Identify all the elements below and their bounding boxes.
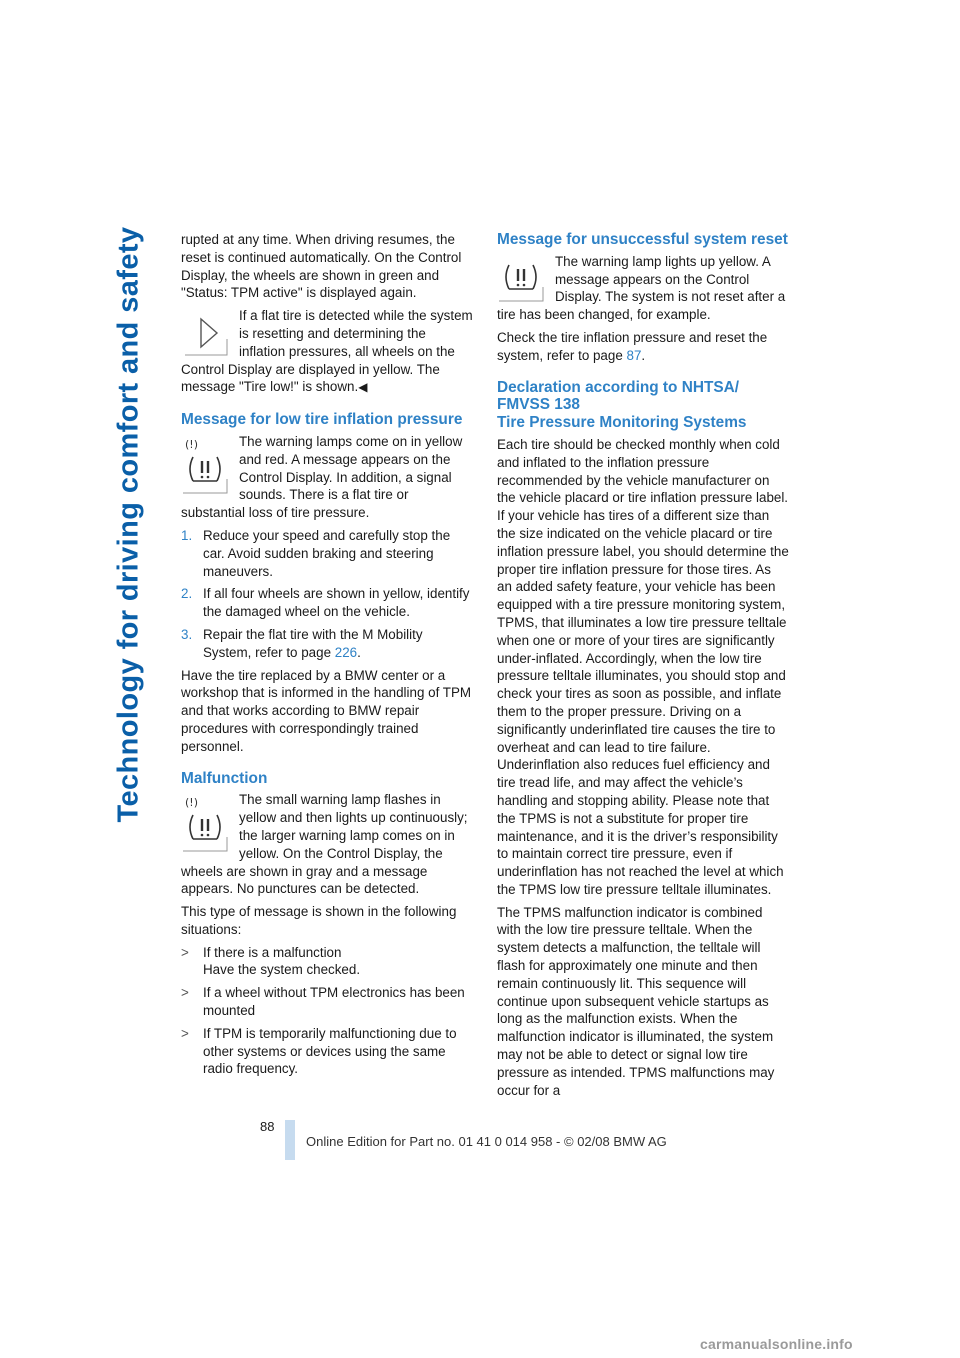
paragraph-check-pressure: Check the tire inflation pressure and reset the system, refer to page 87.	[497, 329, 768, 363]
left-column	[181, 231, 473, 1083]
tire-pressure-warning-icon	[497, 255, 545, 303]
note-text: If a flat tire is detected while the system is resetting and determining the inflation pressures, all wheels on the Control Display are displayed in yellow. The message "Tire low!" is shown.	[181, 308, 473, 395]
watermark: carmanualsonline.info	[700, 1336, 853, 1352]
paragraph-declaration-1: Each tire should be checked monthly when cold and inflated to the inflation pressure recommended by the vehicle manufacturer on the vehicle placard or tire inflation pressure label. If your vehicle has tires of a different size than the size indicated on the vehicle placard or tire inflation pressure label, you should determine the proper tire inflation pressure for those tires. As an added safety feature, your vehicle has been equipped with a tire pressure monitoring system, TPMS, that illuminates a low tire pressure telltale when one or more of your tires are significantly under-inflated. Accordingly, when the low tire pressure telltale illuminates, you should stop and check your tires as soon as possible, and inflate them to the proper pressure. Driving on a significantly underinflated tire causes the tire to overheat and can lead to tire failure. Underinflation also reduces fuel efficiency and tire tread life, and may affect the vehicle’s handling and stopping ability. Please note that the TPMS is not a substitute for proper tire maintenance, and it is the driver’s responsibility to maintain correct tire pressure, even if underinflation has not reached the level at which the TPMS low tire pressure telltale illuminates.	[497, 436, 789, 897]
low-pressure-warning-block	[181, 433, 473, 522]
low-pressure-text: The warning lamps come on in yellow and red. A message appears on the Control Display. In addition, a signal sounds. There is a flat tire or substantial loss of tire pressure.	[181, 433, 463, 521]
list-item: > If there is a malfunction Have the system checked.	[181, 944, 361, 978]
paragraph-declaration-2: The TPMS malfunction indicator is combined with the low tire pressure telltale. When the system detects a malfunction, the telltale will flash for approximately one minute and then remain continuously lit. This sequence will continue upon subsequent vehicle startups as long as the malfunction exists. When the malfunction indicator is illuminated, the system may not be able to detect or signal low tire pressure as intended. TPMS malfunctions may occur for a	[497, 904, 775, 1098]
side-section-title: Technology for driving comfort and safety	[112, 226, 145, 822]
heading-malfunction: Malfunction	[181, 769, 268, 787]
list-item: 3. Repair the flat tire with the M Mobility System, refer to page 226.	[181, 626, 423, 660]
end-mark: ◀	[358, 380, 368, 395]
tire-pressure-malfunction-icon	[181, 793, 229, 853]
list-item: > If TPM is temporarily malfunctioning due to other systems or devices using the same radio frequency.	[181, 1025, 457, 1077]
unsuccessful-reset-block	[497, 253, 789, 324]
footer-edition: Online Edition for Part no. 01 41 0 014 958 - © 02/08 BMW AG	[306, 1134, 667, 1149]
heading-declaration: Declaration according to NHTSA/ FMVSS 138	[497, 378, 740, 414]
right-column	[497, 231, 789, 1104]
note-flat-tire-during-reset	[181, 307, 473, 397]
heading-tpms: Tire Pressure Monitoring Systems	[497, 414, 747, 432]
low-pressure-steps	[181, 527, 473, 662]
paragraph-reset-continued: rupted at any time. When driving resumes, the reset is continued automatically. On the Control Display, the wheels are shown in green and "Status: TPM active" is displayed again.	[181, 232, 462, 301]
page-number: 88	[260, 1119, 275, 1134]
malfunction-text: The small warning lamp flashes in yellow and then lights up continuously; the larger warning lamp comes on in yellow. On the Control Display, the wheels are shown in gray and a message appears. No punctures can be detected.	[181, 792, 468, 897]
malfunction-situations	[181, 944, 473, 1079]
svg-text:(!): (!)	[185, 437, 198, 451]
footer-bar	[285, 1120, 295, 1160]
paragraph-situations: This type of message is shown in the following situations:	[181, 904, 457, 937]
page-link-226[interactable]: 226	[334, 644, 358, 660]
page-link-87[interactable]: 87	[626, 347, 642, 363]
paragraph-tire-replacement: Have the tire replaced by a BMW center or a workshop that is informed in the handling of TPM and that works according to BMW repair procedures with correspondingly trained personnel.	[181, 667, 472, 754]
list-item: 1. Reduce your speed and carefully stop the car. Avoid sudden braking and steering maneuvers.	[181, 527, 451, 579]
heading-unsuccessful-reset: Message for unsuccessful system reset	[497, 231, 788, 248]
svg-text:(!): (!)	[185, 796, 198, 810]
heading-low-tire-pressure: Message for low tire inflation pressure	[181, 411, 463, 429]
list-item: > If a wheel without TPM electronics has been mounted	[181, 985, 465, 1019]
malfunction-block	[181, 791, 473, 898]
note-triangle-icon	[181, 309, 229, 357]
unsuccessful-reset-text: The warning lamp lights up yellow. A message appears on the Control Display. The system is not reset after a tire has been changed, for example.	[497, 253, 786, 323]
list-item: 2. If all four wheels are shown in yellow, identify the damaged wheel on the vehicle.	[181, 586, 470, 620]
tire-pressure-warning-icon	[181, 435, 229, 495]
